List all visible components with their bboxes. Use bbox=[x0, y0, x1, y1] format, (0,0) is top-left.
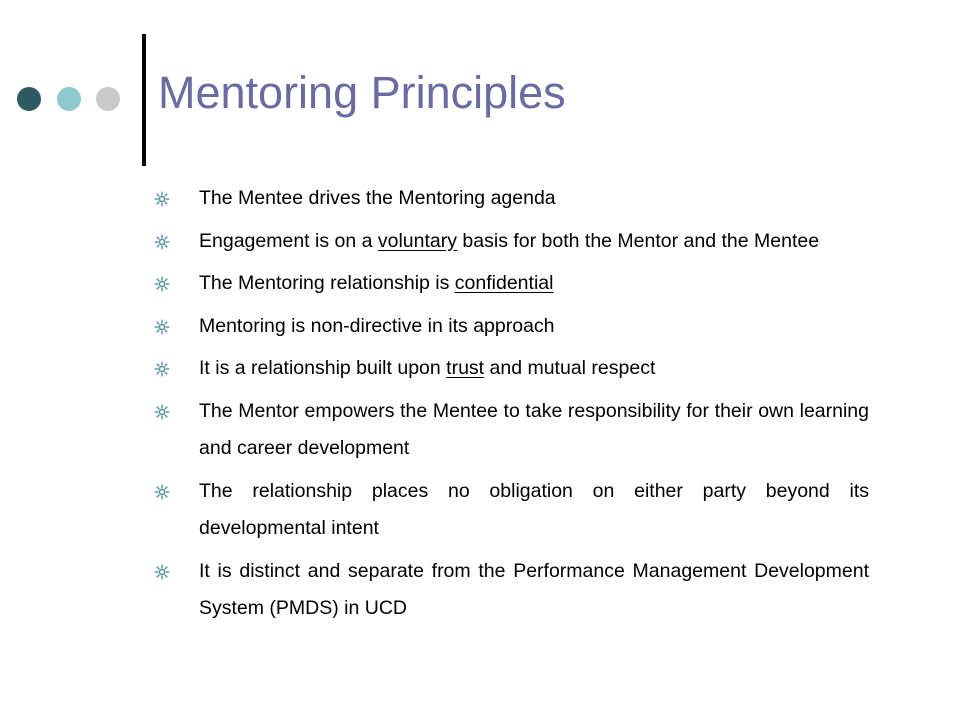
bullet-text bbox=[199, 180, 869, 218]
bullet-text bbox=[199, 393, 869, 468]
bullet-item bbox=[154, 223, 869, 261]
sun-bullet-icon bbox=[154, 484, 170, 500]
bullet-item bbox=[154, 393, 869, 468]
sun-bullet-icon bbox=[154, 276, 170, 292]
sun-bullet-icon bbox=[154, 564, 170, 580]
sun-bullet-icon bbox=[154, 361, 170, 377]
bullet-text-segment: It is a relationship built upon bbox=[199, 357, 447, 379]
bullet-text-segment: The Mentor empowers the Mentee to take responsibility for their own learning and career development bbox=[199, 399, 869, 459]
bullet-text-segment: It is distinct and separate from the Performance Management Development System (PMDS) in UCD bbox=[199, 559, 869, 619]
title-vertical-rule bbox=[142, 34, 146, 166]
bullet-text bbox=[199, 308, 869, 346]
bullet-text-segment: The Mentoring relationship is bbox=[199, 272, 455, 294]
bullet-item bbox=[154, 265, 869, 303]
bullet-text-segment: Engagement is on a bbox=[199, 229, 378, 252]
underlined-term: trust bbox=[446, 357, 485, 379]
bullet-text-segment: basis for both the Mentor and the Mentee bbox=[457, 229, 820, 252]
sun-bullet-icon bbox=[154, 404, 170, 420]
underlined-term: voluntary bbox=[377, 229, 457, 252]
decorative-dot-dark bbox=[17, 87, 41, 111]
bullet-text bbox=[199, 223, 869, 261]
bullet-text-segment: Mentoring is non-directive in its approach bbox=[199, 314, 555, 337]
bullet-item bbox=[154, 180, 869, 218]
bullet-text bbox=[199, 553, 869, 628]
decorative-dot-teal bbox=[57, 87, 81, 111]
bullet-item bbox=[154, 553, 869, 628]
bullet-item bbox=[154, 350, 869, 388]
bullet-item bbox=[154, 308, 869, 346]
bullet-text bbox=[199, 350, 869, 388]
sun-bullet-icon bbox=[154, 191, 170, 207]
sun-bullet-icon bbox=[154, 319, 170, 335]
bullet-list bbox=[154, 180, 869, 633]
bullet-text-segment: The relationship places no obligation on either party beyond its developmental intent bbox=[199, 479, 869, 539]
sun-bullet-icon bbox=[154, 234, 170, 250]
bullet-item bbox=[154, 473, 869, 548]
decorative-dot-grey bbox=[96, 87, 120, 111]
bullet-text bbox=[199, 265, 869, 303]
underlined-term: confidential bbox=[454, 272, 554, 294]
slide-title: Mentoring Principles bbox=[158, 67, 566, 118]
bullet-text-segment: The Mentee drives the Mentoring agenda bbox=[199, 187, 556, 209]
bullet-text-segment: and mutual respect bbox=[484, 357, 656, 379]
bullet-text bbox=[199, 473, 869, 548]
